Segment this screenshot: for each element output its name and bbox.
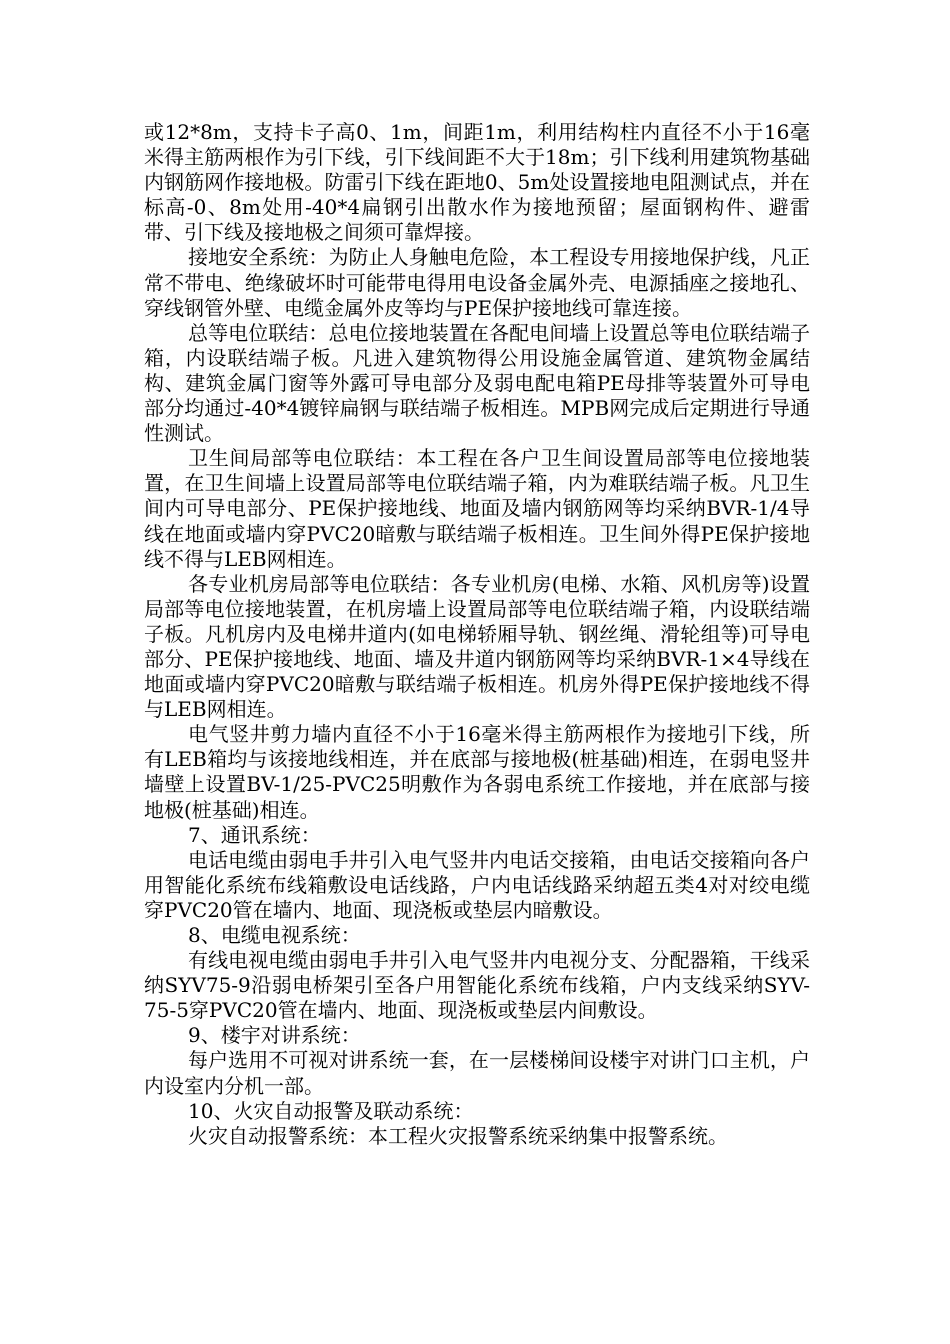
paragraph-fire-alarm: 火灾自动报警系统：本工程火灾报警系统采纳集中报警系统。 (188, 1123, 728, 1148)
paragraph-bathroom-equipotential-bonding: 卫生间局部等电位联结：本工程在各户卫生间设置局部等电位接地装置，在卫生间墙上设置局部等电位联结端子箱，内为难联结端子板。凡卫生间内可导电部分、PE保护接地线、地面及墙内钢筋网等均采纳BVR-1/4导线在地面或墙内穿PVC20暗敷与联结端子板相连。卫生间外得PE保护接地线不得与LEB网相连。 (144, 446, 810, 571)
paragraph-intercom: 每户选用不可视对讲系统一套，在一层楼梯间设楼宇对讲门口主机，户内设室内分机一部。 (144, 1048, 810, 1098)
paragraph-machine-room-equipotential-bonding: 各专业机房局部等电位联结：各专业机房(电梯、水箱、风机房等)设置局部等电位接地装置，在机房墙上设置局部等电位联结端子箱，内设联结端子板。凡机房内及电梯井道内(如电梯轿厢导轨、钢丝绳、滑轮组等)可导电部分、PE保护接地线、地面、墙及井道内钢筋网等均采纳BVR-1×4导线在地面或墙内穿PVC20暗敷与联结端子板相连。机房外得PE保护接地线不得与LEB网相连。 (144, 571, 810, 722)
paragraph-telephone-cable: 电话电缆由弱电手井引入电气竖井内电话交接箱，由电话交接箱向各户用智能化系统布线箱敷设电话线路，户内电话线路采纳超五类4对对绞电缆穿PVC20管在墙内、地面、现浇板或垫层内暗敷设。 (144, 847, 810, 922)
section-heading-intercom: 9、楼宇对讲系统： (188, 1023, 361, 1048)
paragraph-main-equipotential-bonding: 总等电位联结：总电位接地装置在各配电间墙上设置总等电位联结端子箱，内设联结端子板。凡进入建筑物得公用设施金属管道、建筑物金属结构、建筑金属门窗等外露可导电部分及弱电配电箱PE母排等装置外可导电部分均通过-40*4镀锌扁钢与联结端子板相连。MPB网完成后定期进行导通性测试。 (144, 320, 810, 446)
paragraph-lightning-grounding: 或12*8m，支持卡子高0、1m，间距1m，利用结构柱内直径不小于16毫米得主筋两根作为引下线，引下线间距不大于18m；引下线利用建筑物基础内钢筋网作接地极。防雷引下线在距地0、5m处设置接地电阻测试点，并在标高-0、8m处用-40*4扁钢引出散水作为接地预留；屋面钢构件、避雷带、引下线及接地极之间须可靠焊接。 (144, 120, 810, 245)
section-heading-cable-tv: 8、电缆电视系统： (188, 923, 361, 947)
section-heading-communication: 7、通讯系统： (188, 822, 321, 847)
paragraph-shaft-grounding: 电气竖井剪力墙内直径不小于16毫米得主筋两根作为接地引下线，所有LEB箱均与该接地线相连，并在底部与接地极(桩基础)相连，在弱电竖井墙壁上设置BV-1/25-PVC25明敷作为各弱电系统工作接地，并在底部与接地极(桩基础)相连。 (144, 722, 810, 822)
paragraph-ground-safety-system: 接地安全系统：为防止人身触电危险，本工程设专用接地保护线，凡正常不带电、绝缘破坏时可能带电得用电设备金属外壳、电源插座之接地孔、穿线钢管外壁、电缆金属外皮等均与PE保护接地线可靠连接。 (144, 245, 810, 320)
document-body (144, 120, 810, 1149)
section-heading-fire-alarm: 10、火灾自动报警及联动系统： (188, 1098, 474, 1123)
paragraph-cable-tv: 有线电视电缆由弱电手井引入电气竖井内电视分支、分配器箱，干线采纳SYV75-9沿弱电桥架引至各户用智能化系统布线箱，户内支线采纳SYV-75-5穿PVC20管在墙内、地面、现浇板或垫层内间敷设。 (144, 948, 810, 1023)
